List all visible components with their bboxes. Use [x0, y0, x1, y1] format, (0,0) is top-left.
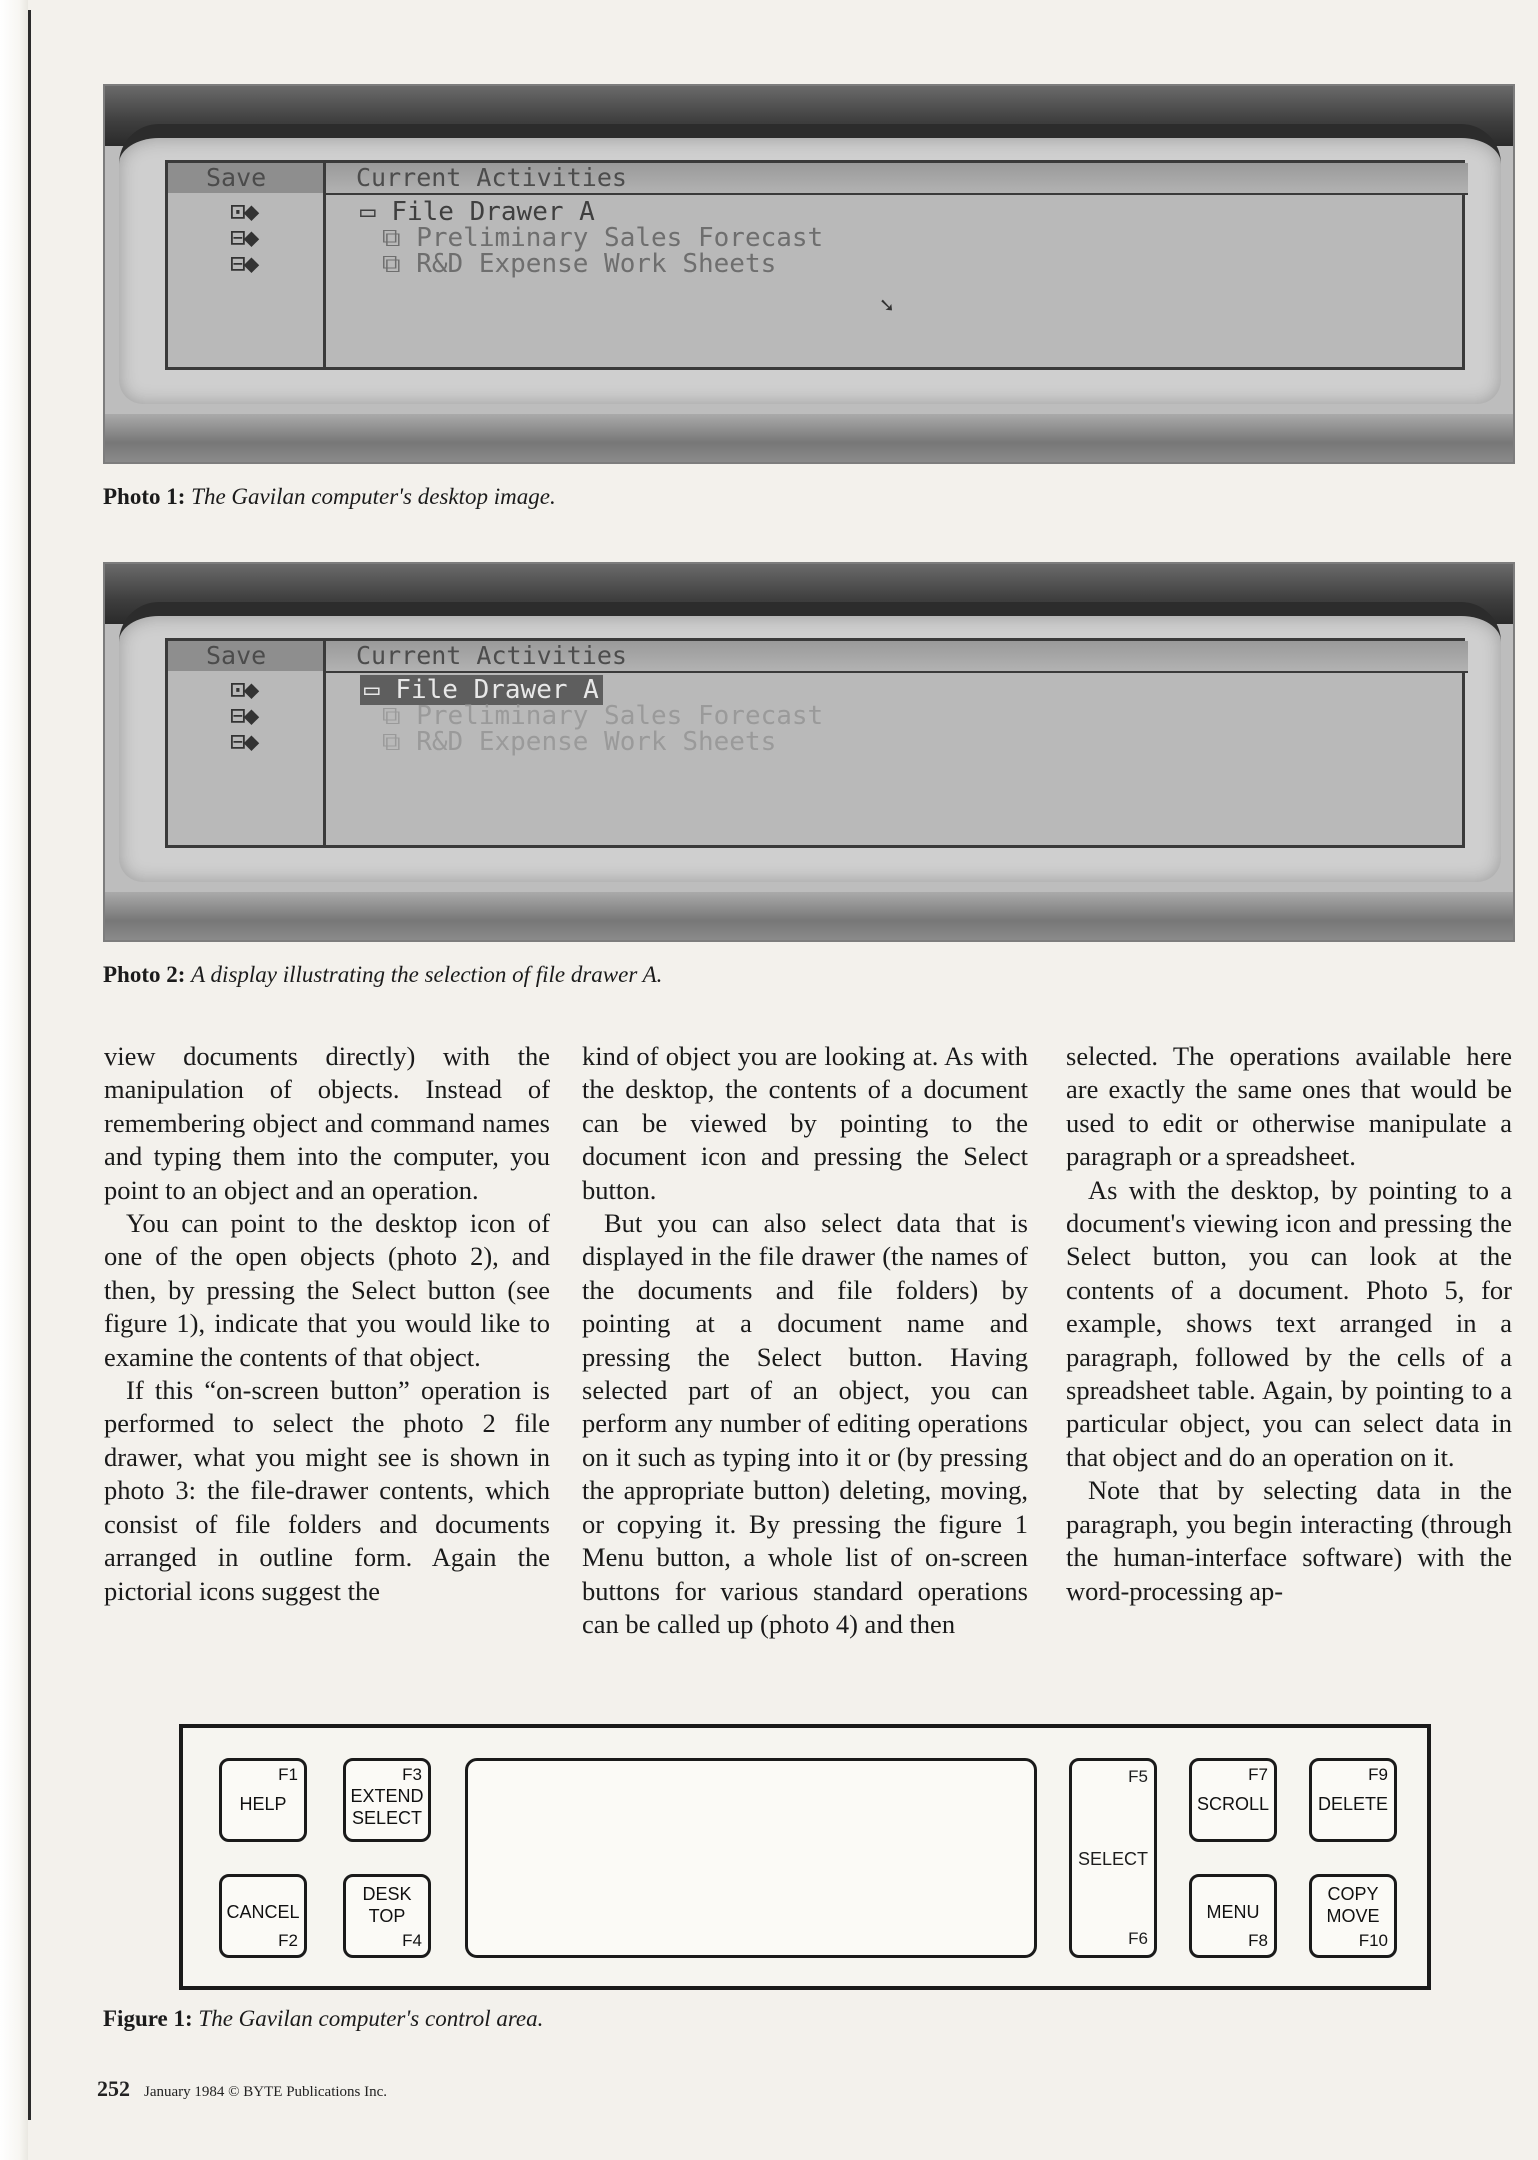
select-key: F5 SELECT F6 [1069, 1758, 1157, 1958]
paragraph: kind of object you are looking at. As with the desktop, the contents of a document can be viewed by pointing to the document icon and pressing the Select button. [582, 1041, 1028, 1205]
drawer-icon: ▭ [364, 675, 396, 705]
paragraph: As with the desktop, by pointing to a document's viewing icon and pressing the Select button, you can look at the contents of a document. Photo 5, for example, shows text arranged in a paragraph, followed by the cells of a spreadsheet table. Again, by pointing to a particular object, you can select data in that object and do an operation on it. [1066, 1174, 1512, 1472]
delete-key: F9 DELETE [1309, 1758, 1397, 1842]
photo-1-screen [165, 160, 1465, 370]
photo-2 [103, 562, 1515, 942]
activity-row-file-drawer: ▭ File Drawer A [360, 197, 595, 227]
photo-2-bottom-band [105, 892, 1513, 940]
drawer-icon: ▭ [360, 197, 392, 227]
help-key: F1 HELP [219, 1758, 307, 1842]
photo-1-caption: Photo 1: The Gavilan computer's desktop image. [103, 484, 556, 509]
extend-select-key: F3 EXTEND SELECT [343, 1758, 431, 1842]
paragraph: But you can also select data that is displayed in the file drawer (the names of the documents and file folders) by pointing at a document name and pressing the Select button. Having selected part of an object, you can perform any number of editing operations on it such as typing into it or (by pressing the appropriate button) deleting, moving, or copying it. By pressing the figure 1 Menu button, a whole list of on-screen buttons for various standard operations can be called up (photo 4) and then [582, 1208, 1028, 1639]
copy-move-key: COPY MOVE F10 [1309, 1874, 1397, 1958]
save-arrow-icon: ⊟◆ [230, 249, 258, 279]
photo-2-screen [165, 638, 1465, 848]
activity-row-sales-forecast: ⧉ Preliminary Sales Forecast [382, 223, 824, 253]
activities-header: Current Activities [326, 163, 1468, 193]
paragraph: You can point to the desktop icon of one of the open objects (photo 2), and then, by pressing the Select button (see figure 1), indicate that you would like to examine the contents of that object. [104, 1208, 550, 1372]
paragraph: selected. The operations available here are exactly the same ones that would be used to edit or otherwise manipulate a paragraph or a spreadsheet. [1066, 1041, 1512, 1172]
page-edge [0, 0, 28, 2160]
save-arrow-icon: ⊡◆ [230, 675, 258, 705]
activity-row-rd-expense: ⧉ R&D Expense Work Sheets [382, 249, 777, 279]
save-arrow-icon: ⊡◆ [230, 197, 258, 227]
paragraph: Note that by selecting data in the paragraph, you begin interacting (through the human-interface software) with the word-processing ap- [1066, 1475, 1512, 1606]
pointer-cursor-icon: ➘ [880, 293, 894, 318]
document-icon: ⧉ [382, 701, 417, 731]
paragraph: view documents directly) with the manipulation of objects. Instead of remembering object and command names and typing them into the computer, you point to an object and an operation. [104, 1041, 550, 1205]
binding-line [28, 10, 31, 2120]
page-number: 252 [97, 2076, 130, 2101]
photo-2-caption: Photo 2: A display illustrating the selection of file drawer A. [103, 962, 663, 987]
text-column-2 [582, 1040, 1028, 1641]
document-icon: ⧉ [382, 223, 417, 253]
desk-top-key: DESK TOP F4 [343, 1874, 431, 1958]
photo-1 [103, 84, 1515, 464]
cancel-key: CANCEL F2 [219, 1874, 307, 1958]
scroll-key: F7 SCROLL [1189, 1758, 1277, 1842]
save-arrow-icon: ⊟◆ [230, 701, 258, 731]
save-header: Save [168, 163, 323, 193]
document-icon: ⧉ [382, 727, 417, 757]
activity-row-file-drawer-selected [360, 677, 603, 703]
save-arrow-icon: ⊟◆ [230, 727, 258, 757]
activity-row-rd-expense: ⧉ R&D Expense Work Sheets [382, 727, 777, 757]
screen-divider-horizontal [323, 671, 1468, 673]
activities-header: Current Activities [326, 641, 1468, 671]
selection-highlight: ▭ File Drawer A [360, 675, 603, 705]
save-header: Save [168, 641, 323, 671]
paragraph: If this “on-screen button” operation is performed to select the photo 2 file drawer, what you might see is shown in photo 3: the file-drawer contents, which consist of file folders and documents arranged in outline form. Again the pictorial icons suggest the [104, 1375, 550, 1606]
save-icons [230, 677, 257, 755]
text-column-3 [1066, 1040, 1512, 1608]
text-column-1 [104, 1040, 550, 1608]
activity-row-sales-forecast: ⧉ Preliminary Sales Forecast [382, 701, 824, 731]
issue-credit: January 1984 © BYTE Publications Inc. [144, 2084, 388, 2100]
control-area-figure [179, 1724, 1431, 1990]
menu-key: MENU F8 [1189, 1874, 1277, 1958]
page-footer [97, 2076, 387, 2102]
save-icons [230, 199, 257, 277]
figure-1-caption: Figure 1: The Gavilan computer's control area. [103, 2006, 544, 2031]
save-arrow-icon: ⊟◆ [230, 223, 258, 253]
photo-1-bottom-band [105, 414, 1513, 462]
screen-divider-horizontal [323, 193, 1468, 195]
display-area [465, 1758, 1037, 1958]
document-icon: ⧉ [382, 249, 417, 279]
